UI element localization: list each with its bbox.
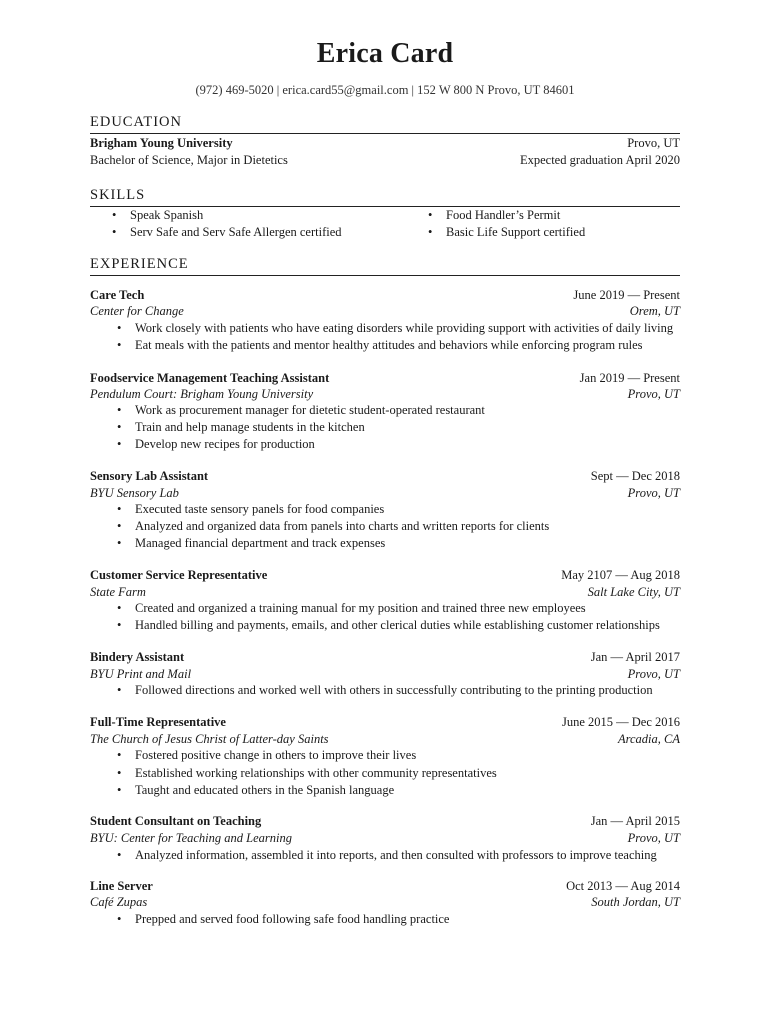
bullet-icon: • (117, 601, 122, 615)
job-title: Line Server (90, 879, 153, 893)
job-title: Care Tech (90, 288, 145, 302)
job-location: Provo, UT (627, 667, 680, 681)
job-organization: BYU Sensory Lab (90, 486, 179, 500)
bullet-icon: • (117, 683, 122, 697)
job-title-row (90, 813, 680, 830)
bullet-icon: • (117, 338, 122, 352)
degree: Bachelor of Science, Major in Dietetics (90, 153, 288, 167)
job-organization: The Church of Jesus Christ of Latter-day Saints (90, 732, 329, 746)
job-dates: June 2015 — Dec 2016 (561, 715, 680, 729)
job-dates: June 2019 — Present (573, 288, 680, 302)
job-location: South Jordan, UT (591, 895, 680, 909)
education-school-row (90, 135, 680, 152)
bullet-icon: • (117, 618, 122, 632)
bullet-icon: • (117, 912, 122, 926)
job-location: Provo, UT (627, 387, 680, 401)
job-dates: Jan 2019 — Present (579, 371, 680, 385)
bullet-icon: • (117, 536, 122, 550)
skills-heading: SKILLS (90, 187, 680, 207)
job-title: Bindery Assistant (90, 650, 185, 664)
job-title-row (90, 567, 680, 584)
job-dates: May 2107 — Aug 2018 (561, 568, 680, 582)
job-org-row (90, 584, 680, 601)
job-org-row (90, 386, 680, 403)
contact-info: (972) 469-5020 | erica.card55@gmail.com | 152 W 800 N Provo, UT 84601 (195, 83, 575, 97)
job-org-row (90, 894, 680, 911)
job-organization: State Farm (90, 585, 146, 599)
job-dates: Jan — April 2015 (590, 814, 680, 828)
job-title: Full-Time Representative (90, 715, 226, 729)
school-location: Provo, UT (627, 136, 680, 150)
job-location: Arcadia, CA (617, 732, 680, 746)
bullet-icon: • (117, 848, 122, 862)
bullet-icon: • (112, 208, 117, 222)
job-dates: Sept — Dec 2018 (590, 469, 680, 483)
bullet-icon: • (117, 403, 122, 417)
job-organization: Center for Change (90, 304, 184, 318)
job-org-row (90, 731, 680, 748)
job-location: Provo, UT (627, 831, 680, 845)
job-title: Student Consultant on Teaching (90, 814, 262, 828)
job-location: Provo, UT (627, 486, 680, 500)
bullet-icon: • (117, 748, 122, 762)
bullet-icon: • (428, 208, 433, 222)
job-title-row (90, 370, 680, 387)
graduation-date: Expected graduation April 2020 (519, 153, 680, 167)
job-organization: BYU: Center for Teaching and Learning (90, 831, 292, 845)
school-name: Brigham Young University (90, 136, 233, 150)
job-organization: BYU Print and Mail (90, 667, 192, 681)
job-organization: Café Zupas (90, 895, 148, 909)
job-title-row (90, 878, 680, 895)
job-org-row (90, 830, 680, 847)
bullet-icon: • (117, 420, 122, 434)
bullet-icon: • (117, 519, 122, 533)
bullet-icon: • (117, 437, 122, 451)
bullet-icon: • (428, 225, 433, 239)
job-title: Foodservice Management Teaching Assistant (90, 371, 330, 385)
bullet-icon: • (112, 225, 117, 239)
job-org-row (90, 303, 680, 320)
experience-heading: EXPERIENCE (90, 256, 680, 276)
job-location: Salt Lake City, UT (587, 585, 680, 599)
bullet-icon: • (117, 766, 122, 780)
job-title-row (90, 468, 680, 485)
education-heading: EDUCATION (90, 114, 680, 134)
job-location: Orem, UT (629, 304, 680, 318)
job-title: Sensory Lab Assistant (90, 469, 209, 483)
candidate-name: Erica Card (316, 38, 454, 69)
bullet-icon: • (117, 783, 122, 797)
bullet-icon: • (117, 502, 122, 516)
job-title: Customer Service Representative (90, 568, 268, 582)
job-org-row (90, 666, 680, 683)
job-dates: Jan — April 2017 (590, 650, 680, 664)
job-org-row (90, 485, 680, 502)
job-organization: Pendulum Court: Brigham Young University (90, 387, 314, 401)
job-title-row (90, 714, 680, 731)
job-title-row (90, 649, 680, 666)
bullet-icon: • (117, 321, 122, 335)
job-title-row (90, 287, 680, 304)
education-degree-row (90, 152, 680, 169)
job-dates: Oct 2013 — Aug 2014 (566, 879, 680, 893)
